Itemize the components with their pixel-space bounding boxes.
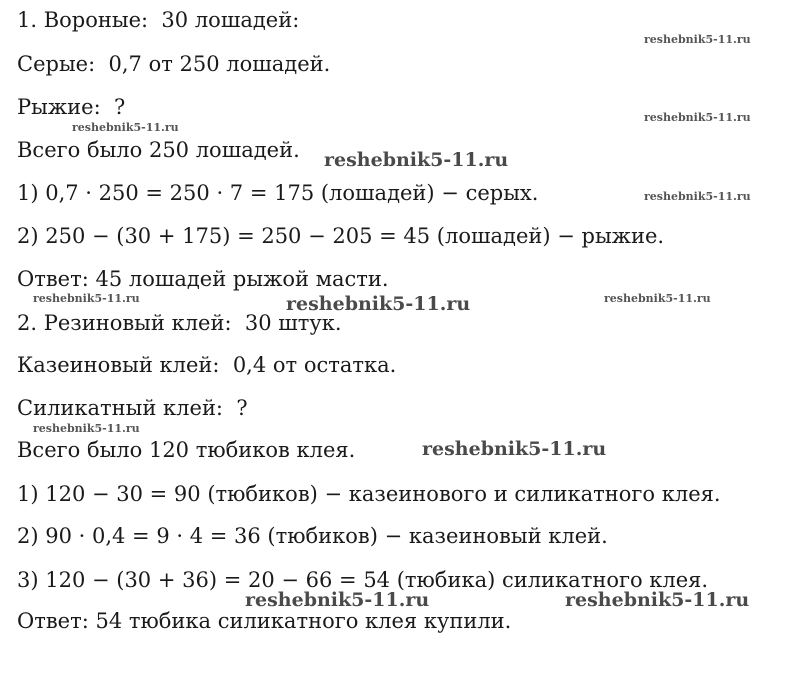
watermark: reshebnik5-11.ru xyxy=(644,111,751,124)
problem-1-answer: Ответ: 45 лошадей рыжой масти. xyxy=(17,267,389,291)
watermark: reshebnik5-11.ru xyxy=(565,589,750,611)
watermark: reshebnik5-11.ru xyxy=(604,292,711,305)
problem-1-grey: Серые: 0,7 от 250 лошадей. xyxy=(17,52,331,76)
problem-2-total: Всего было 120 тюбиков клея. xyxy=(17,438,356,462)
watermark: reshebnik5-11.ru xyxy=(644,190,751,203)
watermark: reshebnik5-11.ru xyxy=(644,33,751,46)
problem-1-header: 1. Вороные: 30 лошадей: xyxy=(17,8,300,32)
problem-2-casein: Казеиновый клей: 0,4 от остатка. xyxy=(17,353,397,377)
problem-2-header: 2. Резиновый клей: 30 штук. xyxy=(17,311,342,335)
watermark: reshebnik5-11.ru xyxy=(72,121,179,134)
problem-1-step-1: 1) 0,7 · 250 = 250 · 7 = 175 (лошадей) − серых. xyxy=(17,181,539,205)
problem-1-step-2: 2) 250 − (30 + 175) = 250 − 205 = 45 (лошадей) − рыжие. xyxy=(17,224,665,248)
problem-1-total: Всего было 250 лошадей. xyxy=(17,138,300,162)
watermark: reshebnik5-11.ru xyxy=(33,292,140,305)
problem-2-step-2: 2) 90 · 0,4 = 9 · 4 = 36 (тюбиков) − казеиновый клей. xyxy=(17,524,608,548)
problem-1-red: Рыжие: ? xyxy=(17,95,126,119)
watermark: reshebnik5-11.ru xyxy=(324,149,509,171)
watermark: reshebnik5-11.ru xyxy=(422,438,607,460)
watermark: reshebnik5-11.ru xyxy=(245,589,430,611)
watermark: reshebnik5-11.ru xyxy=(33,422,140,435)
watermark: reshebnik5-11.ru xyxy=(286,293,471,315)
problem-2-answer: Ответ: 54 тюбика силикатного клея купили. xyxy=(17,609,512,633)
problem-2-step-3: 3) 120 − (30 + 36) = 20 − 66 = 54 (тюбика) силикатного клея. xyxy=(17,568,709,592)
problem-2-step-1: 1) 120 − 30 = 90 (тюбиков) − казеинового и силикатного клея. xyxy=(17,482,721,506)
problem-2-silicate: Силикатный клей: ? xyxy=(17,396,248,420)
